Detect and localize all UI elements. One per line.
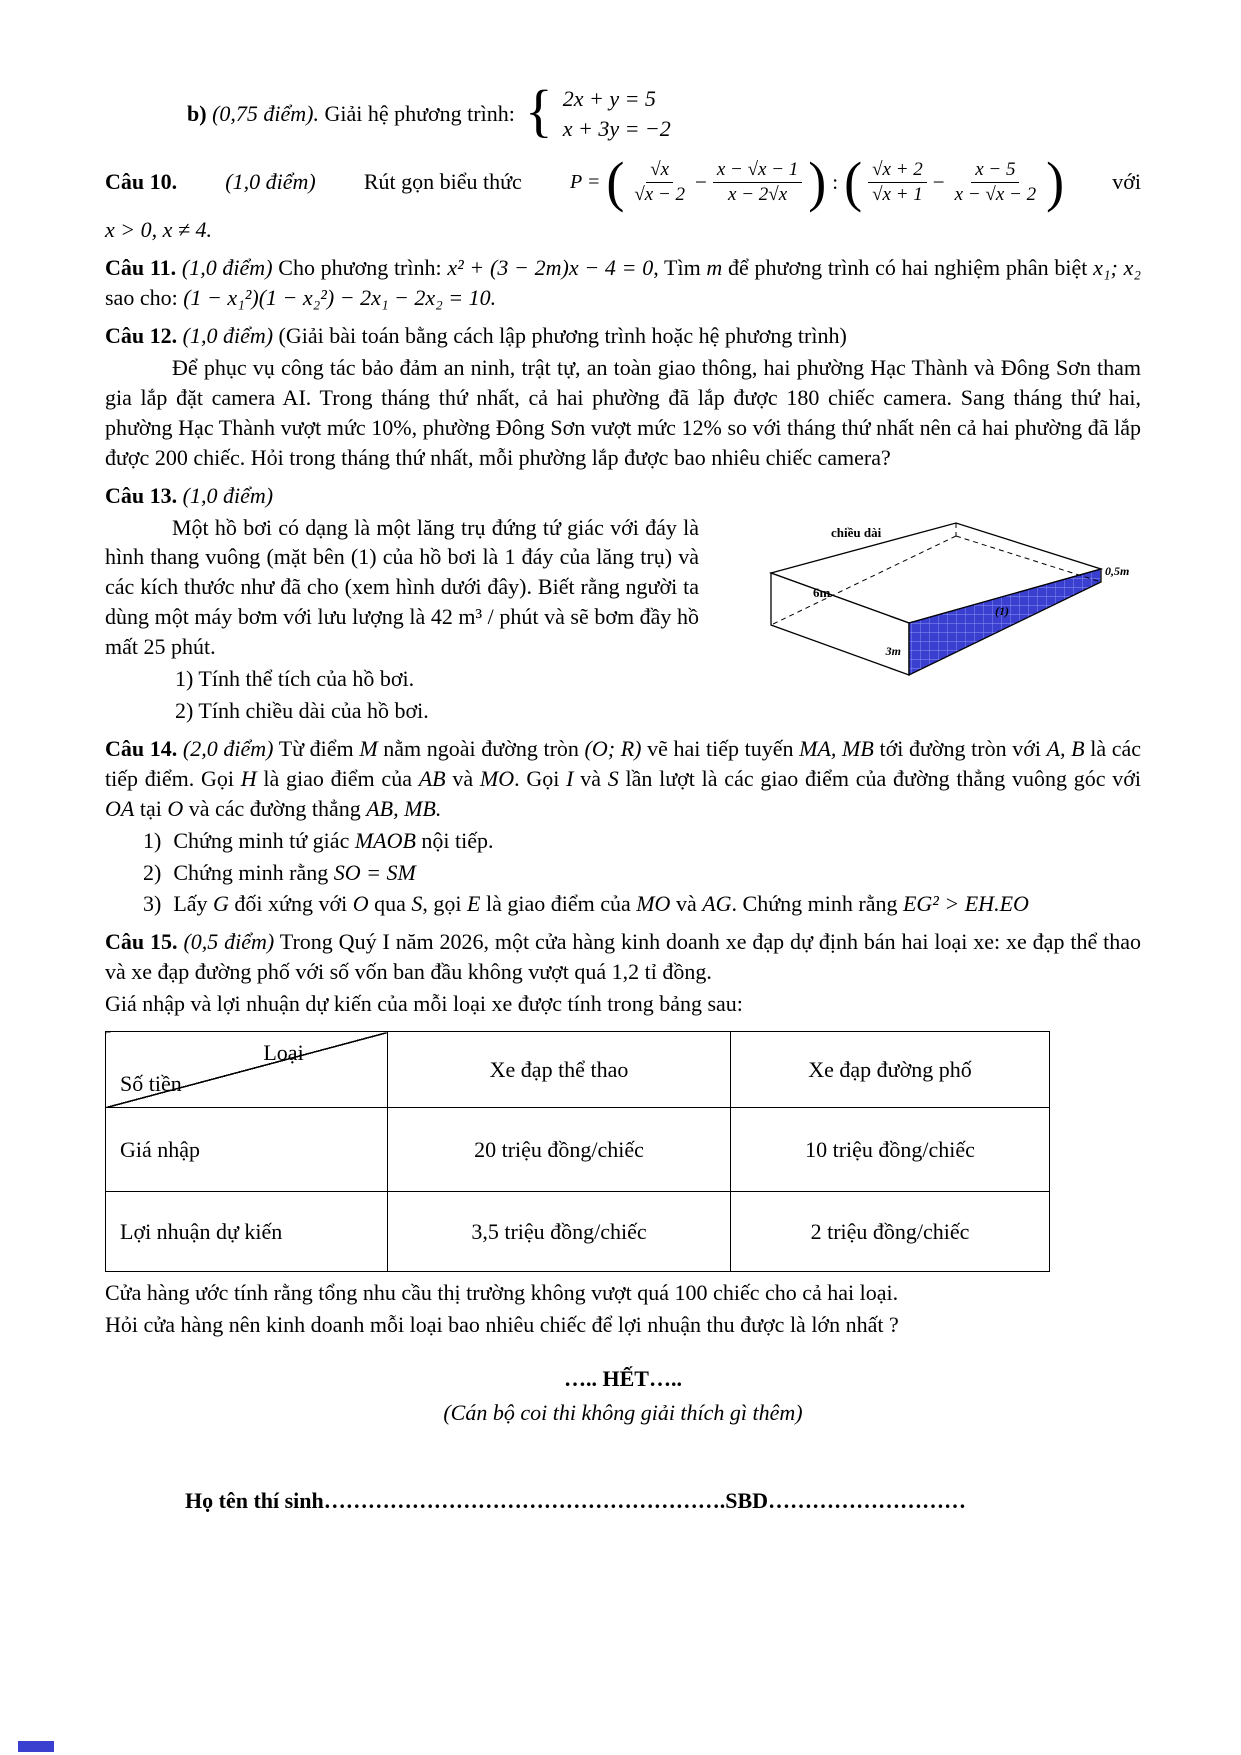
table-cell: 3,5 triệu đồng/chiếc — [388, 1192, 731, 1272]
page-edge-artifact — [18, 1741, 54, 1752]
item-number: 3) — [143, 891, 162, 917]
question-13-sub-1: 1) Tính thể tích của hồ bơi. — [175, 666, 415, 692]
question-11-body: Cho phương trình: x² + (3 − 2m)x − 4 = 0, Tìm m để phương trình có hai nghiệm phân biệt x₁; x₂ sao cho: (1 − x₁²)(1 − x₂²) − 2x₁ − 2x₂ = 10. — [105, 255, 1141, 311]
question-13-heading — [105, 481, 1141, 511]
question-15-table-intro: Giá nhập và lợi nhuận dự kiến của mỗi loại xe được tính trong bảng sau: — [105, 991, 743, 1017]
question-11-label: Câu 11. — [105, 255, 177, 281]
proctor-note: (Cán bộ coi thi không giải thích gì thêm) — [443, 1399, 803, 1425]
corner-label-money: Số tiền — [120, 1071, 182, 1097]
question-11 — [105, 253, 1141, 313]
length-label: chiều dài — [831, 524, 882, 540]
system-brace-glyph: { — [524, 77, 553, 143]
fraction-1: $\frac{√x}{√x - 2}$ — [634, 159, 686, 205]
minus-operator: − — [932, 170, 945, 195]
divide-operator: : — [832, 170, 839, 195]
question-10-label: Câu 10. — [105, 169, 178, 195]
column-header-street-bike: Xe đạp đường phố — [731, 1032, 1050, 1108]
question-10-condition: x > 0, x ≠ 4. — [105, 217, 212, 243]
fraction-2: $\frac{x - √x - 1}{x - 2√x}$ — [713, 158, 802, 207]
question-12-note: (Giải bài toán bằng cách lập phương trình hoặc hệ phương trình) — [278, 323, 847, 349]
table-cell: 10 triệu đồng/chiếc — [731, 1108, 1050, 1192]
table-row-purchase-price — [106, 1108, 1050, 1192]
expression-lhs: P = — [569, 170, 601, 193]
question-14 — [105, 734, 1141, 824]
question-13-sub-2: 2) Tính chiều dài của hồ bơi. — [175, 697, 429, 723]
end-marker: ….. HẾT….. — [564, 1365, 682, 1391]
question-10-points: (1,0 điểm) — [225, 169, 316, 195]
pool-figure — [713, 515, 1141, 700]
question-15-after-1: Cửa hàng ước tính rằng tổng nhu cầu thị trường không vượt quá 100 chiếc cho cả hai loại. — [105, 1280, 899, 1306]
question-14-item-2 — [143, 858, 1141, 888]
question-15-body: Trong Quý I năm 2026, một cửa hàng kinh doanh xe đạp dự định bán hai loại xe: xe đạp thể thao và xe đạp đường phố với số vốn ban đầu không vượt quá 1,2 tỉ đồng. — [105, 929, 1142, 985]
question-13-body: Một hồ bơi có dạng là một lăng trụ đứng tứ giác với đáy là hình thang vuông (mặt bên (1) của hồ bơi là 1 đáy của lăng trụ) và các kích thước như đã cho (xem hình dưới đây). Biết rằng người ta dùng một máy bơm với lưu lượng là 42 m³ / phút và sẽ bơm đầy hồ mất 25 phút. — [105, 514, 699, 660]
depth-right-label: 0,5m — [1105, 563, 1130, 578]
table-cell: 20 triệu đồng/chiếc — [388, 1108, 731, 1192]
width-label: 6m — [813, 584, 831, 600]
question-12-body: Để phục vụ công tác bảo đảm an ninh, trật tự, an toàn giao thông, hai phường Hạc Thành và Đông Sơn tham gia lắp đặt camera AI. Trong tháng thứ nhất, cả hai phường đã lắp được 180 chiếc camera. Sang tháng thứ hai, phường Hạc Thành vượt mức 10%, phường Đông Sơn vượt mức 12% so với tháng thứ nhất nên cả hai phường đã lắp được 200 chiếc. Hỏi trong tháng thứ nhất, mỗi phường lắp được bao nhiêu chiếc camera? — [105, 355, 1141, 470]
close-paren: ) — [1046, 151, 1065, 214]
question-10-text: Rút gọn biểu thức — [363, 169, 522, 195]
item-text: Chứng minh tứ giác MAOB nội tiếp. — [173, 827, 494, 853]
question-15-after-2: Hỏi cửa hàng nên kinh doanh mỗi loại bao nhiêu chiếc để lợi nhuận thu được là lớn nhất ? — [105, 1311, 899, 1337]
fraction-3: $\frac{√x + 2}{√x + 1}$ — [868, 158, 927, 207]
fraction-4: $\frac{x - 5}{x - √x - 2}$ — [954, 159, 1037, 205]
question-13 — [105, 513, 1141, 726]
question-13-label: Câu 13. — [105, 482, 178, 508]
table-cell: 2 triệu đồng/chiếc — [731, 1192, 1050, 1272]
table-row-expected-profit — [106, 1192, 1050, 1272]
question-9b-label: b) — [187, 100, 207, 126]
minus-operator: − — [695, 170, 707, 195]
question-14-label: Câu 14. — [105, 735, 178, 761]
question-12-label: Câu 12. — [105, 323, 178, 349]
question-14-item-1 — [143, 826, 1141, 856]
question-15 — [105, 927, 1141, 987]
candidate-name-line: Họ tên thí sinh……………………………………………….SBD……………………… — [185, 1487, 967, 1513]
item-text: Chứng minh rằng SO = SM — [173, 859, 416, 885]
question-14-points: (2,0 điểm) — [182, 735, 274, 761]
question-9b — [187, 77, 1141, 143]
item-number: 2) — [143, 859, 162, 885]
pool-prism-svg — [713, 515, 1141, 700]
question-11-points: (1,0 điểm) — [181, 255, 273, 281]
system-equation-2: x + 3y = −2 — [562, 115, 671, 141]
question-12-heading — [105, 321, 1141, 351]
close-paren: ) — [808, 151, 827, 214]
question-13-points: (1,0 điểm) — [182, 482, 274, 508]
item-text: Lấy G đối xứng với O qua S, gọi E là giao điểm của MO và AG. Chứng minh rằng EG² > EH.EO — [173, 891, 1029, 917]
question-14-body: Từ điểm M nằm ngoài đường tròn (O; R) vẽ hai tiếp tuyến MA, MB tới đường tròn với A, B là các tiếp điểm. Gọi H là giao điểm của AB và MO. Gọi I và S lần lượt là các giao điểm của đường thẳng vuông góc với OA tại O và các đường thẳng AB, MB. — [105, 735, 1142, 821]
question-15-points: (0,5 điểm) — [183, 929, 275, 955]
equation-system — [563, 84, 671, 143]
question-10-tail: với — [1112, 169, 1141, 195]
question-15-label: Câu 15. — [105, 929, 178, 955]
table-header-row — [106, 1032, 1050, 1108]
question-14-item-3 — [143, 889, 1141, 919]
question-9b-intro — [187, 99, 515, 129]
row-label: Lợi nhuận dự kiến — [106, 1192, 388, 1272]
question-12-points: (1,0 điểm) — [182, 323, 274, 349]
expression-P — [569, 151, 1065, 214]
pricing-table — [105, 1031, 1050, 1272]
question-10 — [105, 151, 1141, 214]
open-paren: ( — [606, 151, 625, 214]
question-9b-text: Giải hệ phương trình: — [324, 100, 515, 126]
open-paren: ( — [844, 151, 863, 214]
system-equation-1: 2x + y = 5 — [562, 86, 656, 111]
face-number-label: (1) — [995, 603, 1009, 618]
question-9b-points: (0,75 điểm). — [212, 100, 319, 126]
table-corner-cell — [106, 1032, 388, 1108]
corner-label-type: Loại — [263, 1040, 304, 1066]
column-header-sport-bike: Xe đạp thể thao — [388, 1032, 731, 1108]
row-label: Giá nhập — [106, 1108, 388, 1192]
depth-left-label: 3m — [885, 643, 901, 658]
item-number: 1) — [143, 827, 162, 853]
